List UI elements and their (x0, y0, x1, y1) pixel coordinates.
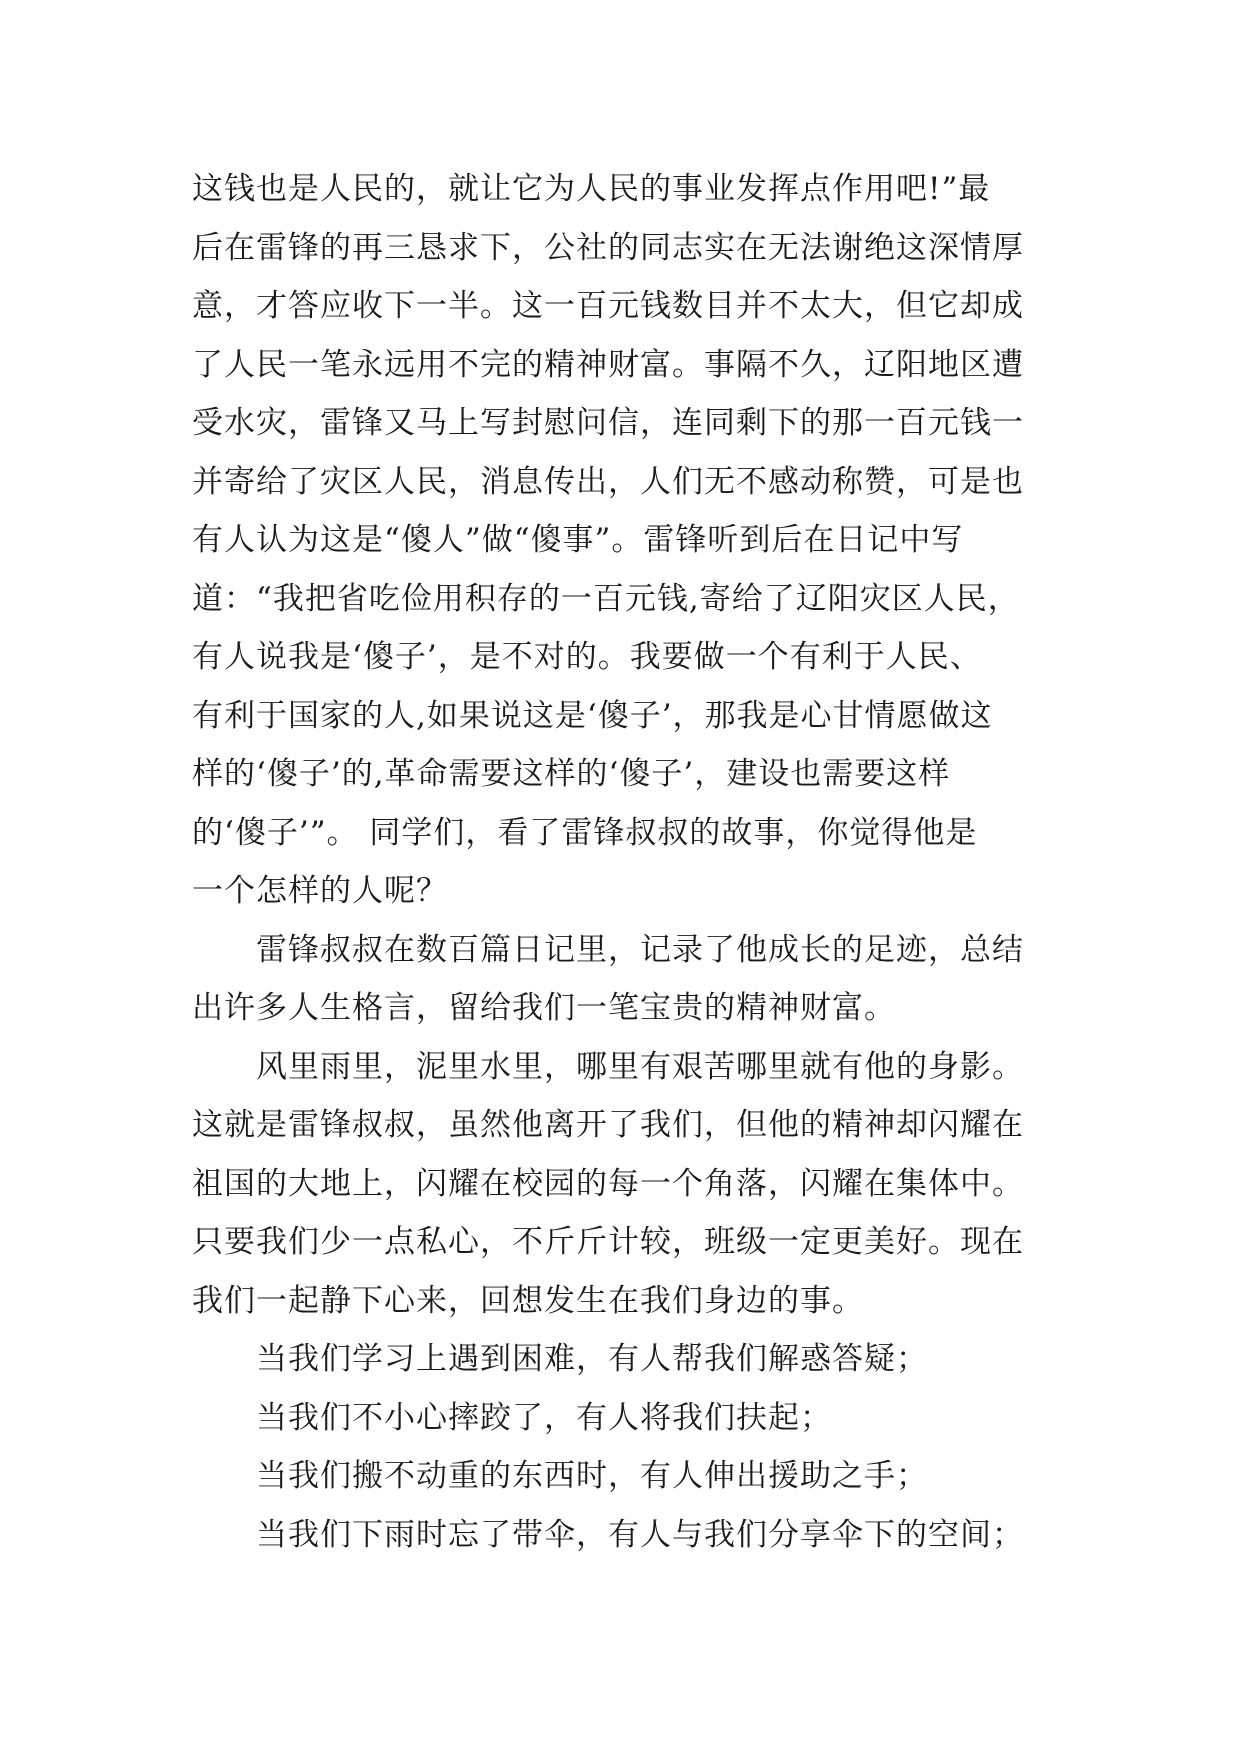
paragraph-spirit (192, 1038, 1072, 1331)
text-line: 祖国的大地上，闪耀在校园的每一个角落，闪耀在集体中。 (192, 1165, 1024, 1202)
text-line: 只要我们少一点私心，不斤斤计较，班级一定更美好。现在 (192, 1224, 1024, 1260)
text-line: 有人说我是‘傻子’，是不对的。我要做一个有利于人民、 (192, 639, 982, 675)
text-line: 这就是雷锋叔叔，虽然他离开了我们，但他的精神却闪耀在 (192, 1107, 1024, 1143)
text-line: 当我们学习上遇到困难，有人帮我们解惑答疑； (256, 1341, 928, 1377)
text-line: 当我们搬不动重的东西时，有人伸出援助之手； (256, 1458, 928, 1494)
text-line: 出许多人生格言，留给我们一笔宝贵的精神财富。 (192, 990, 896, 1026)
text-line: 道：“我把省吃俭用积存的一百元钱,寄给了辽阳灾区人民， (192, 580, 1020, 617)
text-line: 了人民一笔永远用不完的精神财富。事隔不久，辽阳地区遭 (192, 346, 1024, 383)
text-line: 当我们下雨时忘了带伞，有人与我们分享伞下的空间； (256, 1516, 1024, 1553)
paragraph-fall-help (192, 1389, 1072, 1448)
document-body (192, 160, 1072, 1564)
paragraph-diary (192, 921, 1072, 1038)
text-line: 风里雨里，泥里水里，哪里有艰苦哪里就有他的身影。 (256, 1048, 1024, 1085)
text-line: 雷锋叔叔在数百篇日记里，记录了他成长的足迹，总结 (256, 931, 1024, 968)
text-line: 的‘傻子’”。 同学们，看了雷锋叔叔的故事，你觉得他是 (192, 814, 978, 851)
text-line: 有人认为这是“傻人”做“傻事”。雷锋听到后在日记中写 (192, 522, 964, 558)
paragraph-lei-feng-donation (192, 160, 1072, 921)
text-line: 这钱也是人民的，就让它为人民的事业发挥点作用吧!”最 (192, 171, 991, 207)
paragraph-study-help (192, 1330, 1072, 1389)
text-line: 我们一起静下心来，回想发生在我们身边的事。 (192, 1282, 864, 1319)
text-line: 样的‘傻子’的,革命需要这样的‘傻子’，建设也需要这样 (192, 756, 951, 792)
text-line: 当我们不小心摔跤了，有人将我们扶起； (256, 1399, 832, 1436)
text-line: 后在雷锋的再三恳求下，公社的同志实在无法谢绝这深情厚 (192, 229, 1024, 266)
paragraph-umbrella-help (192, 1506, 1072, 1565)
text-line: 受水灾，雷锋又马上写封慰问信，连同剩下的那一百元钱一 (192, 405, 1024, 441)
text-line: 并寄给了灾区人民，消息传出，人们无不感动称赞，可是也 (192, 463, 1024, 500)
text-line: 意，才答应收下一半。这一百元钱数目并不太大，但它却成 (192, 288, 1024, 324)
text-line: 有利于国家的人,如果说这是‘傻子’，那我是心甘情愿做这 (192, 697, 993, 734)
paragraph-carry-help (192, 1447, 1072, 1506)
text-line: 一个怎样的人呢？ (192, 873, 448, 909)
